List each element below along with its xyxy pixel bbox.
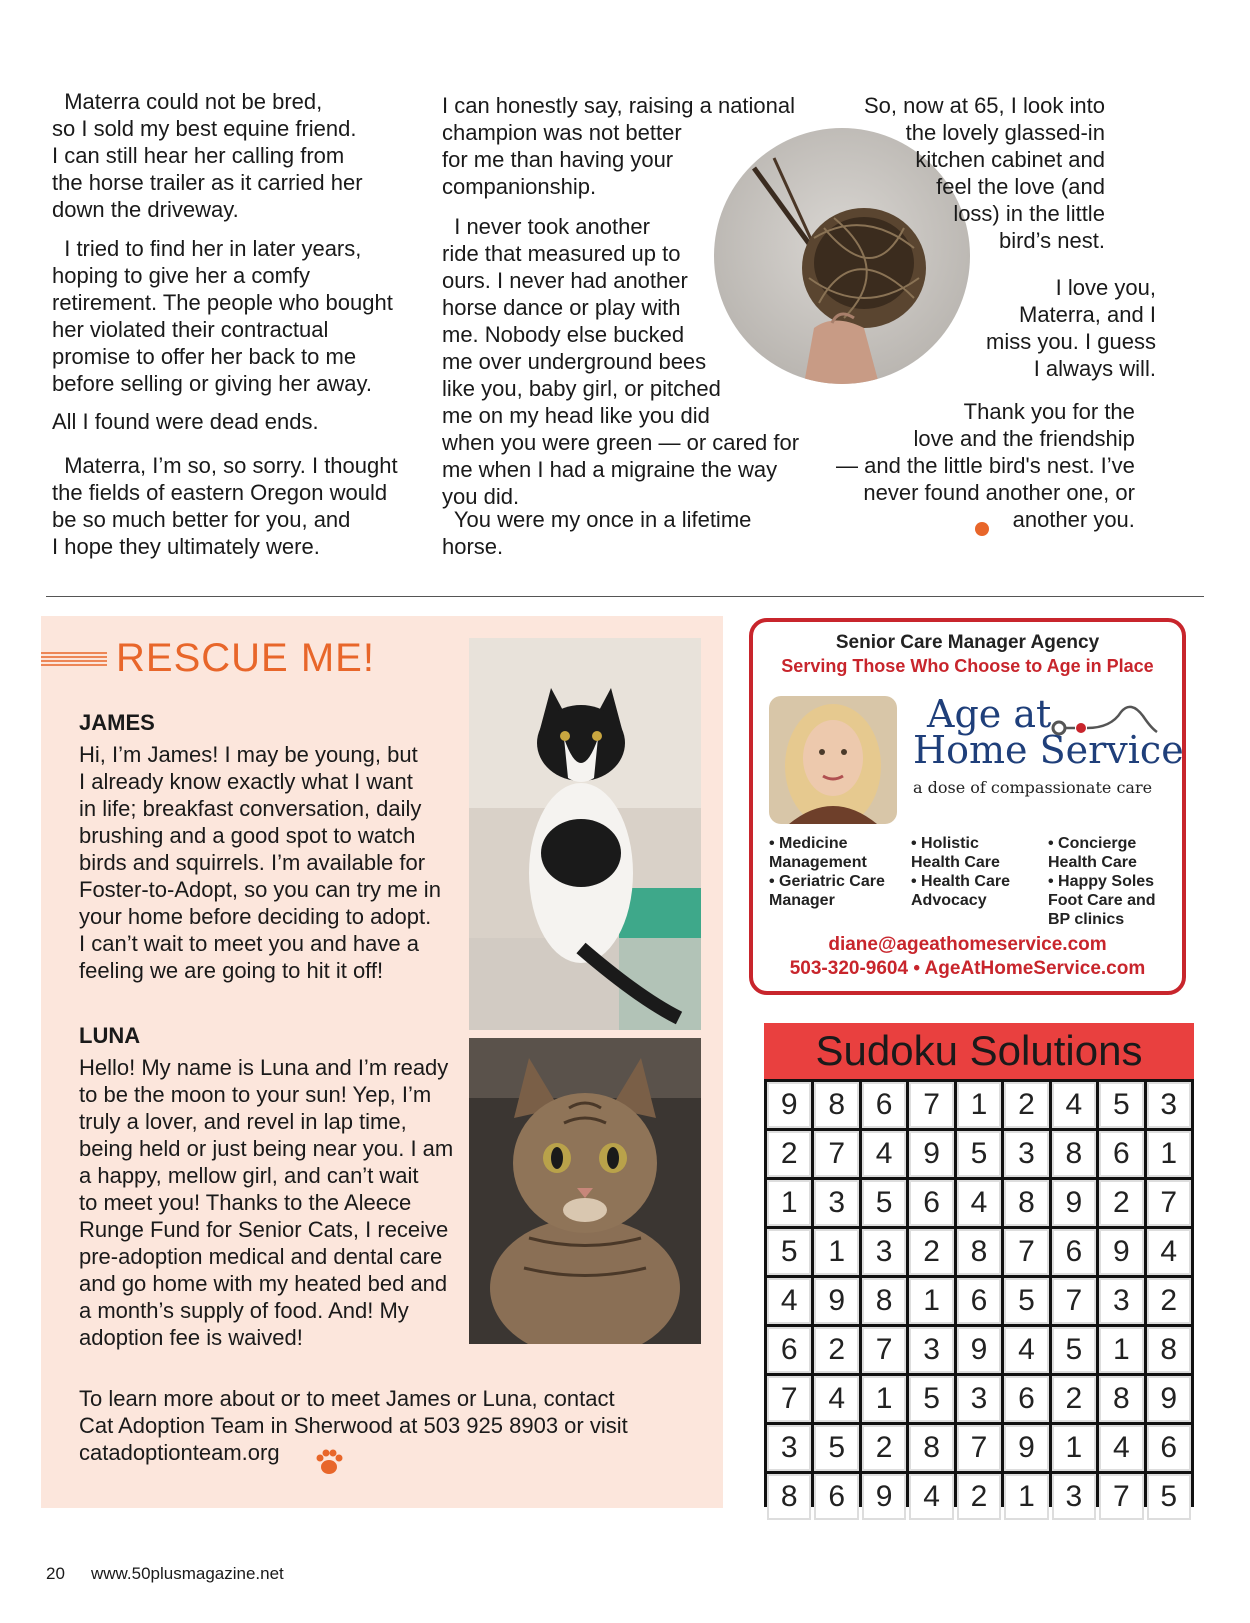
sudoku-cell: 5 xyxy=(957,1131,1001,1177)
luna-name: LUNA xyxy=(79,1023,141,1048)
article-col2-p1: I can honestly say, raising a national champion was not better for me than having your companionship. xyxy=(442,93,796,199)
sudoku-cell: 6 xyxy=(1004,1376,1048,1422)
sudoku-cell: 3 xyxy=(862,1229,906,1275)
sudoku-cell: 8 xyxy=(957,1229,1001,1275)
ad-tagline: Serving Those Who Choose to Age in Place xyxy=(781,656,1154,676)
sudoku-cell: 9 xyxy=(957,1327,1001,1373)
ad-header: Senior Care Manager Agency xyxy=(835,632,1100,653)
sudoku-grid xyxy=(764,1079,1194,1513)
ad-brand-line2: Home Service xyxy=(913,728,1184,772)
sudoku-cell: 4 xyxy=(814,1376,858,1422)
sudoku-cell: 6 xyxy=(1052,1229,1096,1275)
ad-brand-line1: Age at xyxy=(927,692,1052,736)
sudoku-cell: 2 xyxy=(1099,1180,1143,1226)
sudoku-cell: 1 xyxy=(1004,1474,1048,1520)
sudoku-cell: 3 xyxy=(957,1376,1001,1422)
james-name: JAMES xyxy=(79,710,155,735)
sudoku-cell: 3 xyxy=(767,1425,811,1471)
sudoku-cell: 6 xyxy=(814,1474,858,1520)
sudoku-cell: 8 xyxy=(1052,1131,1096,1177)
rescue-contact-info: To learn more about or to meet James or Luna, contact Cat Adoption Team in Sherwood at 503 925 8903 or visit catadoptionteam.org xyxy=(79,1386,628,1465)
sudoku-cell: 6 xyxy=(1099,1131,1143,1177)
sudoku-cell: 9 xyxy=(814,1278,858,1324)
magazine-url[interactable]: www.50plusmagazine.net xyxy=(91,1564,284,1583)
sudoku-cell: 2 xyxy=(862,1425,906,1471)
sudoku-cell: 1 xyxy=(909,1278,953,1324)
article-col3-p1: So, now at 65, I look into the lovely glassed-in kitchen cabinet and feel the love (and loss) in the little bird’s nest. xyxy=(864,93,1105,253)
sudoku-cell: 1 xyxy=(862,1376,906,1422)
sudoku-cell: 3 xyxy=(1052,1474,1096,1520)
sudoku-cell: 9 xyxy=(1052,1180,1096,1226)
article-col3-p2: I love you, Materra, and I miss you. I guess I always will. xyxy=(986,275,1156,381)
sudoku-cell: 8 xyxy=(1004,1180,1048,1226)
sudoku-cell: 2 xyxy=(767,1131,811,1177)
sudoku-cell: 7 xyxy=(767,1376,811,1422)
sudoku-cell: 1 xyxy=(1052,1425,1096,1471)
end-dot-icon xyxy=(975,522,989,536)
ad-email[interactable]: diane@ageathomeservice.com xyxy=(828,934,1107,955)
sudoku-cell: 1 xyxy=(1147,1131,1191,1177)
sudoku-cell: 4 xyxy=(862,1131,906,1177)
sudoku-cell: 5 xyxy=(1099,1082,1143,1128)
rescue-title-lines xyxy=(41,652,107,666)
sudoku-cell: 7 xyxy=(1004,1229,1048,1275)
sudoku-cell: 4 xyxy=(1052,1082,1096,1128)
sudoku-cell: 8 xyxy=(1099,1376,1143,1422)
ad-phone-website[interactable]: 503-320-9604 • AgeAtHomeService.com xyxy=(789,958,1146,979)
article-col1-p1: Materra could not be bred, so I sold my best equine friend. I can still hear her calling from the horse trailer as it carried her down the driveway. xyxy=(52,89,363,222)
sudoku-cell: 8 xyxy=(814,1082,858,1128)
paw-print-icon xyxy=(314,1447,344,1477)
sudoku-cell: 2 xyxy=(1052,1376,1096,1422)
sudoku-cell: 3 xyxy=(814,1180,858,1226)
section-divider xyxy=(46,596,1204,597)
ad-services-col2: • Holistic Health Care • Health Care Advocacy xyxy=(911,835,1010,909)
sudoku-cell: 2 xyxy=(909,1229,953,1275)
article-col2-p2: I never took another ride that measured up to ours. I never had another horse dance or play with me. Nobody else bucked me over underground bees like you, baby girl, or pitched me on my head like you did when you were green — or cared for me when I had a migraine the way you did. xyxy=(442,214,800,509)
sudoku-cell: 3 xyxy=(909,1327,953,1373)
sudoku-cell: 5 xyxy=(1052,1327,1096,1373)
sudoku-cell: 1 xyxy=(767,1180,811,1226)
sudoku-cell: 7 xyxy=(1052,1278,1096,1324)
sudoku-cell: 7 xyxy=(1147,1180,1191,1226)
sudoku-cell: 8 xyxy=(1147,1327,1191,1373)
sudoku-cell: 9 xyxy=(909,1131,953,1177)
sudoku-cell: 1 xyxy=(814,1229,858,1275)
sudoku-cell: 2 xyxy=(814,1327,858,1373)
sudoku-solutions xyxy=(764,1023,1194,1513)
sudoku-cell: 5 xyxy=(862,1180,906,1226)
sudoku-cell: 5 xyxy=(814,1425,858,1471)
sudoku-cell: 3 xyxy=(1147,1082,1191,1128)
sudoku-cell: 9 xyxy=(1004,1425,1048,1471)
sudoku-cell: 9 xyxy=(1099,1229,1143,1275)
sudoku-cell: 6 xyxy=(767,1327,811,1373)
luna-cat-photo xyxy=(469,1038,701,1344)
sudoku-cell: 6 xyxy=(909,1180,953,1226)
article-col1-p4: Materra, I’m so, so sorry. I thought the fields of eastern Oregon would be so much better for you, and I hope they ultimately were. xyxy=(52,453,398,559)
article-col3-p3: Thank you for the love and the friendship — and the little bird's nest. I’ve never found another one, or another you. xyxy=(836,399,1135,532)
sudoku-cell: 5 xyxy=(909,1376,953,1422)
ad-services-col1: • Medicine Management • Geriatric Care Manager xyxy=(769,835,885,909)
james-cat-photo xyxy=(469,638,701,1030)
sudoku-cell: 2 xyxy=(1147,1278,1191,1324)
rescue-title: RESCUE ME! xyxy=(116,636,375,680)
sudoku-cell: 4 xyxy=(909,1474,953,1520)
sudoku-cell: 7 xyxy=(909,1082,953,1128)
sudoku-cell: 4 xyxy=(1099,1425,1143,1471)
ad-services-col3: • Concierge Health Care • Happy Soles Foot Care and BP clinics xyxy=(1048,835,1156,928)
sudoku-cell: 7 xyxy=(957,1425,1001,1471)
sudoku-cell: 5 xyxy=(1147,1474,1191,1520)
article-col2-p3: You were my once in a lifetime horse. xyxy=(442,507,752,559)
sudoku-cell: 1 xyxy=(1099,1327,1143,1373)
age-at-home-ad xyxy=(749,618,1186,995)
sudoku-cell: 6 xyxy=(862,1082,906,1128)
sudoku-cell: 3 xyxy=(1099,1278,1143,1324)
sudoku-cell: 8 xyxy=(767,1474,811,1520)
ad-person-photo xyxy=(769,696,897,824)
sudoku-cell: 5 xyxy=(1004,1278,1048,1324)
sudoku-cell: 7 xyxy=(814,1131,858,1177)
sudoku-cell: 5 xyxy=(767,1229,811,1275)
sudoku-cell: 8 xyxy=(909,1425,953,1471)
sudoku-cell: 8 xyxy=(862,1278,906,1324)
page-number: 20 xyxy=(46,1564,65,1583)
ad-brand-tagline: a dose of compassionate care xyxy=(913,778,1153,797)
sudoku-cell: 2 xyxy=(1004,1082,1048,1128)
james-description: Hi, I’m James! I may be young, but I already know exactly what I want in life; breakfast conversation, daily brushing and a good spot to watch birds and squirrels. I’m available for Foster-to-Adopt, so you can try me in your home before deciding to adopt. I can’t wait to meet you and have a feeling we are going to hit it off! xyxy=(79,742,441,983)
sudoku-cell: 9 xyxy=(1147,1376,1191,1422)
article-col1-p3: All I found were dead ends. xyxy=(52,409,319,434)
sudoku-cell: 9 xyxy=(767,1082,811,1128)
sudoku-cell: 4 xyxy=(767,1278,811,1324)
sudoku-title: Sudoku Solutions xyxy=(764,1023,1194,1079)
sudoku-cell: 7 xyxy=(1099,1474,1143,1520)
sudoku-cell: 6 xyxy=(957,1278,1001,1324)
sudoku-cell: 7 xyxy=(862,1327,906,1373)
sudoku-cell: 9 xyxy=(862,1474,906,1520)
luna-description: Hello! My name is Luna and I’m ready to be the moon to your sun! Yep, I’m truly a lover, and revel in lap time, being held or just being near you. I am a happy, mellow girl, and can’t wait to meet you! Thanks to the Aleece Runge Fund for Senior Cats, I receive pre-adoption medical and dental care and go home with my heated bed and a month’s supply of food. And! My adoption fee is waived! xyxy=(79,1055,454,1350)
sudoku-cell: 2 xyxy=(957,1474,1001,1520)
sudoku-cell: 3 xyxy=(1004,1131,1048,1177)
sudoku-cell: 6 xyxy=(1147,1425,1191,1471)
sudoku-cell: 1 xyxy=(957,1082,1001,1128)
sudoku-cell: 4 xyxy=(1147,1229,1191,1275)
sudoku-cell: 4 xyxy=(957,1180,1001,1226)
article-col1-p2: I tried to find her in later years, hoping to give her a comfy retirement. The people who bought her violated their contractual promise to offer her back to me before selling or giving her away. xyxy=(52,236,393,396)
sudoku-cell: 4 xyxy=(1004,1327,1048,1373)
